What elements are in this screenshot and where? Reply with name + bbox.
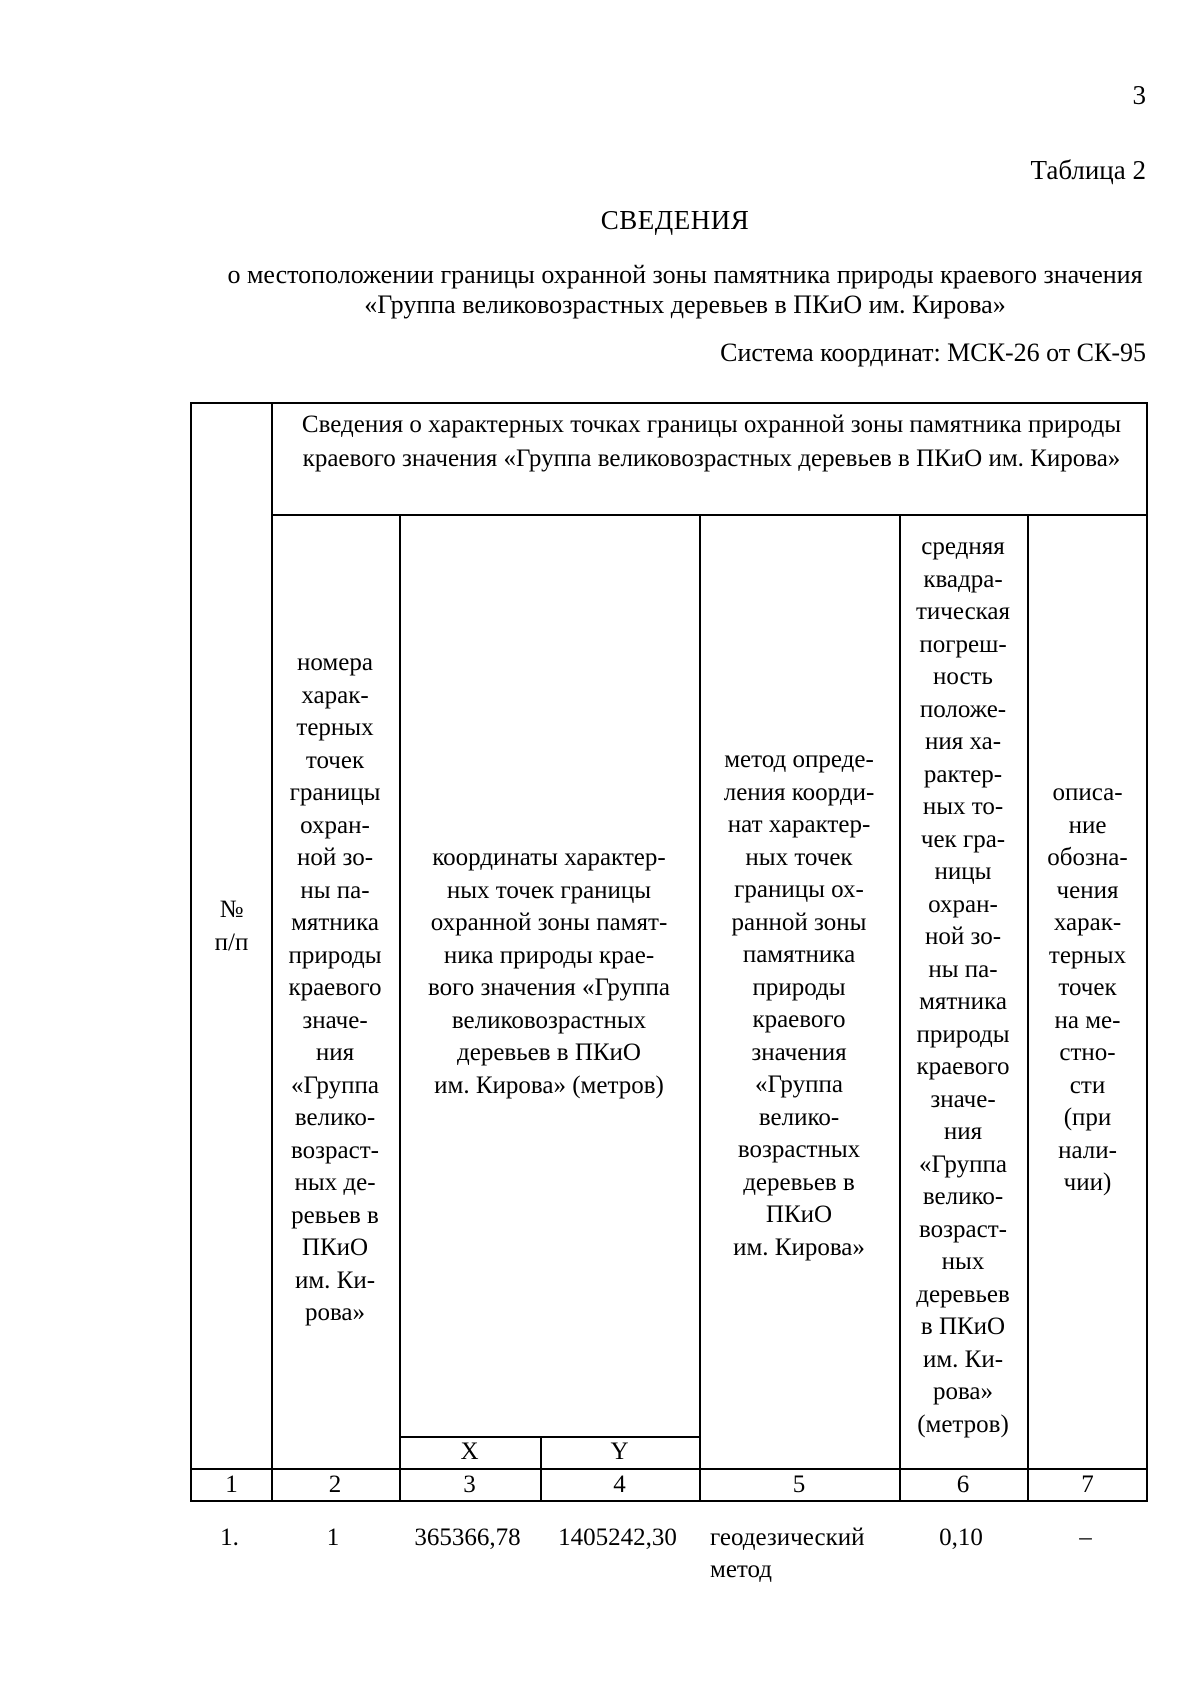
row-point: 1 [326,1524,340,1551]
row-error: 0,10 [939,1524,983,1551]
column-number: 4 [613,1471,626,1498]
coordinates-table [190,402,1148,1502]
page-number: 3 [1132,80,1146,110]
table-divider [271,514,1148,516]
column-number: 6 [956,1471,970,1498]
header-method: метод опреде- ления коорди- нат характер- ных точек границы ох- ранной зоны памятника природы краевого значения «Группа велико- возрастных деревьев в ПКиО им. Кирова» [723,746,875,1261]
header-point-numbers: номера харак- терных точек границы охран- ной зо- ны па- мятника природы краевого значе- ния «Группа велико- возраст- ных де- ревьев в ПКиО им. Ки- рова» [288,649,382,1326]
column-number: 2 [328,1471,342,1498]
header-description: описа- ние обозна- чения харак- терных точек на ме- стно- сти (при нали- чии) [1047,779,1128,1196]
column-number: 1 [225,1471,238,1498]
header-main: Сведения о характерных точках границы охранной зоны памятника природы краевого значения «Группа великовозрастных деревьев в ПКиО им. Кирова» [301,411,1122,472]
column-number: 7 [1081,1471,1094,1498]
header-coordinates: координаты характер- ных точек границы охранной зоны памят- ника природы крае- вого значения «Группа великовозрастных деревьев в ПКиО им. Кирова» (метров) [428,844,670,1099]
row-index: 1. [220,1524,239,1551]
row-description: – [1079,1524,1092,1551]
row-method: геодезический метод [710,1524,865,1583]
document-title: СВЕДЕНИЯ [600,205,750,235]
document-subtitle: о местоположении границы охранной зоны памятника природы краевого значения «Группа великовозрастных деревьев в ПКиО им. Кирова» [227,260,1143,319]
coordinate-system: Система координат: МСК-26 от СК-95 [720,338,1146,367]
header-x: X [460,1438,479,1465]
header-y: Y [610,1438,629,1465]
table-label: Таблица 2 [1030,155,1146,185]
column-number: 5 [792,1471,806,1498]
column-number: 3 [463,1471,476,1498]
header-row-number: № п/п [214,896,249,956]
row-y: 1405242,30 [558,1524,677,1551]
header-error: средняя квадра- тическая погреш- ность положе- ния ха- рактер- ных то- чек гра- ницы охран- ной зо- ны па- мятника природы краевого значе- ния «Группа велико- возраст- ных деревьев в ПКиО им. Ки- рова» (метров) [915,533,1011,1438]
row-x: 365366,78 [414,1524,521,1551]
